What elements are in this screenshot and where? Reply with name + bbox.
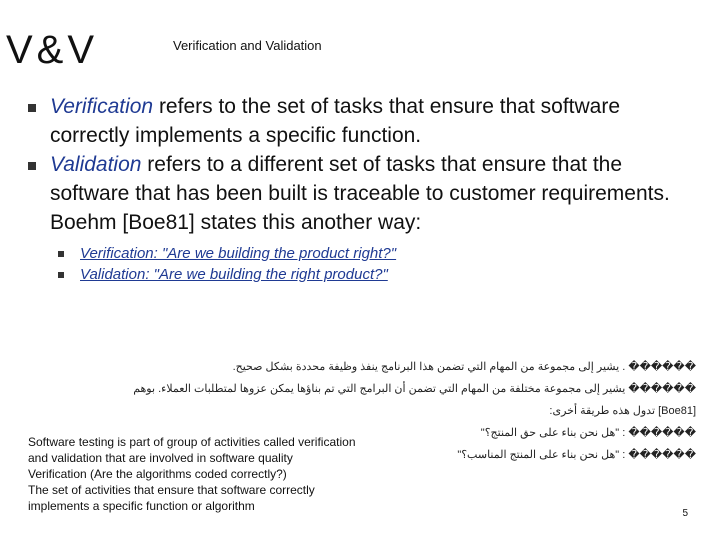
notes-text-block xyxy=(28,434,368,514)
bullet-text: refers to a different set of tasks that ensure that the software that has been built is traceable to customer requirements. Boehm [Boe81] states this another way: xyxy=(50,153,670,234)
note-line: Software testing is part of group of activities called verification and validation that are involved in software quality xyxy=(28,435,356,465)
main-bullet-list xyxy=(28,92,688,285)
slide-subtitle: Verification and Validation xyxy=(173,38,322,53)
sub-bullet-link[interactable]: Validation: "Are we building the right product?" xyxy=(80,266,388,283)
page-number: 5 xyxy=(682,508,688,519)
bullet-square-icon xyxy=(28,104,36,112)
arabic-line: ������ . يشير إلى مجموعة من المهام التي تضمن هذا البرنامج ينفذ وظيفة محددة بشكل صحيح. xyxy=(232,361,696,373)
bullet-square-icon xyxy=(58,251,64,257)
bullet-term: Verification xyxy=(50,95,154,118)
sub-bullet-list xyxy=(58,243,688,285)
bullet-square-icon xyxy=(58,272,64,278)
note-line: The set of activities that ensure that software correctly implements a specific function or algorithm xyxy=(28,483,315,513)
slide-logo: V&V xyxy=(6,28,99,72)
note-line: Verification (Are the algorithms coded correctly?) xyxy=(28,467,287,481)
arabic-line: ������ : "هل نحن بناء على حق المنتج؟" xyxy=(480,427,696,439)
arabic-line: ������ يشير إلى مجموعة مختلفة من المهام التي تضمن أن البرامج التي تم بناؤها يمكن عزوها لمتطلبات العملاء. بوهم xyxy=(133,383,696,395)
sub-bullet-link[interactable]: Verification: "Are we building the product right?" xyxy=(80,245,397,262)
bullet-verification xyxy=(28,92,688,150)
bullet-term: Validation xyxy=(50,153,142,176)
bullet-text: refers to the set of tasks that ensure that software correctly implements a specific function. xyxy=(50,95,621,147)
arabic-line: [Boe81] تدول هذه طريقة أخرى: xyxy=(549,405,696,417)
bullet-square-icon xyxy=(28,162,36,170)
bullet-validation xyxy=(28,150,688,237)
arabic-line: ������ : "هل نحن بناء على المنتج المناسب؟" xyxy=(457,449,696,461)
sub-bullet-validation[interactable] xyxy=(58,264,688,285)
sub-bullet-verification[interactable] xyxy=(58,243,688,264)
